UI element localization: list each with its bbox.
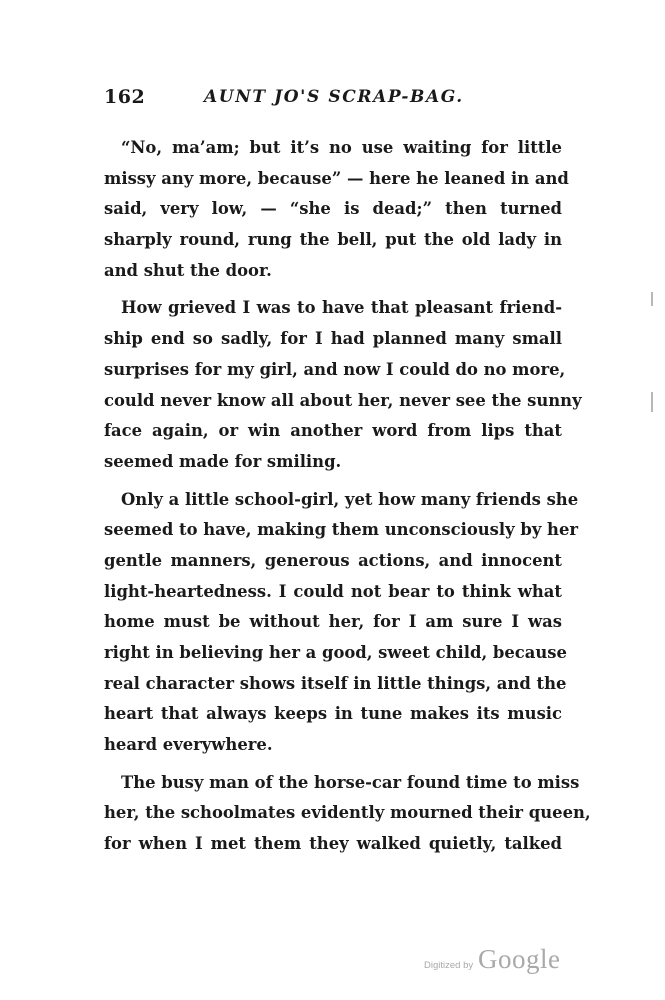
- text-line: real character shows itself in little things, and the: [104, 673, 567, 693]
- page-number: 162: [104, 86, 146, 108]
- text-line: gentle manners, generous actions, and innocent: [104, 550, 562, 570]
- text-line: heard everywhere.: [104, 735, 273, 755]
- paragraph-gap: [104, 286, 562, 293]
- watermark-prefix: Digitized by: [424, 960, 474, 971]
- text-line: her, the schoolmates evidently mourned their queen,: [104, 803, 591, 823]
- paragraph-gap: [104, 478, 562, 485]
- text-line: light-heartedness. I could not bear to think what: [104, 581, 562, 601]
- paragraph-3: [104, 485, 579, 761]
- text-line: The busy man of the horse-car found time to miss: [121, 772, 580, 792]
- scan-edge-mark: [651, 392, 653, 412]
- text-line: could never know all about her, never see the sunny: [104, 390, 582, 410]
- scan-edge-mark: [651, 292, 653, 306]
- text-line: How grieved I was to have that pleasant friend-: [121, 298, 562, 318]
- body-text: [104, 133, 591, 860]
- text-line: Only a little school-girl, yet how many friends she: [121, 489, 579, 509]
- paragraph-gap: [104, 761, 562, 768]
- text-line: seemed to have, making them unconsciously by her: [104, 520, 579, 540]
- text-line: face again, or win another word from lips that: [104, 421, 562, 441]
- paragraph-1: [104, 133, 569, 286]
- text-line: said, very low, — “she is dead;” then turned: [104, 199, 562, 219]
- text-line: missy any more, because” — here he leaned in and: [104, 168, 569, 188]
- digitized-watermark: [424, 944, 574, 978]
- text-line: heart that always keeps in tune makes its music: [104, 704, 562, 724]
- text-line: right in believing her a good, sweet child, because: [104, 643, 567, 662]
- page-header: [104, 86, 564, 116]
- text-line: ship end so sadly, for I had planned many small: [104, 329, 562, 349]
- text-line: seemed made for smiling.: [104, 451, 342, 471]
- text-line: surprises for my girl, and now I could do no more,: [104, 359, 566, 379]
- running-title: AUNT JO'S SCRAP-BAG.: [204, 87, 464, 107]
- text-line: home must be without her, for I am sure I was: [104, 612, 562, 632]
- text-line: for when I met them they walked quietly, talked: [104, 834, 562, 854]
- paragraph-2: [104, 293, 582, 477]
- text-line: “No, ma’am; but it’s no use waiting for little: [121, 138, 562, 157]
- paragraph-4: [104, 768, 591, 860]
- google-logo: Google: [478, 944, 561, 974]
- text-line: sharply round, rung the bell, put the old lady in: [104, 230, 562, 250]
- text-line: and shut the door.: [104, 260, 272, 280]
